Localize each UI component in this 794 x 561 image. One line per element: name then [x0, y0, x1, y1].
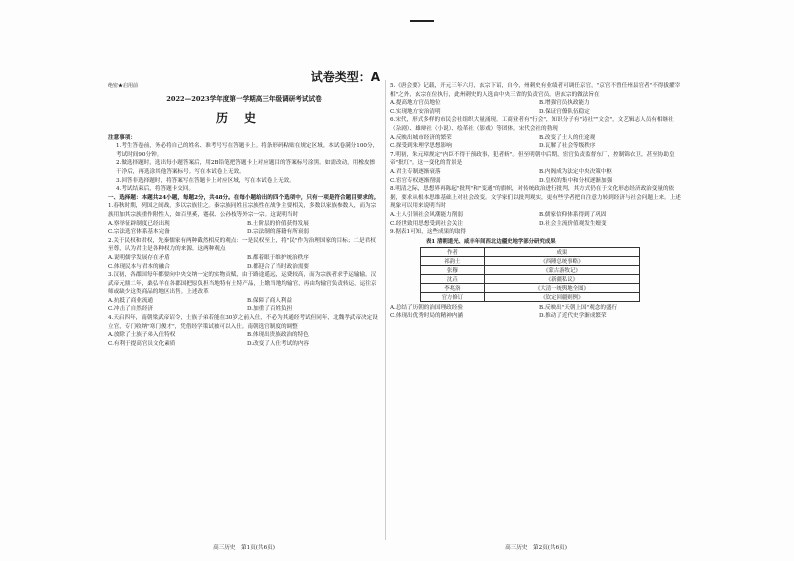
question-options	[108, 297, 380, 314]
question-stem: 4.天启四年，南朝梁武帝诏令，士族子弟若能在30岁之前入仕，不必为其通经考试但同年，北魏孝武帝决定设立官，专门收纳"寒门俊才"，凭借经学策试被可以入仕。南朝选官制度的调整	[108, 315, 378, 330]
question-options	[390, 211, 682, 228]
question-stem: 1.春秋时期，列国之间战，多以宗族往之。秦宗族同姓且宗族性在战争主要相关，多数以家族参数人，而为宗族用加其宗族重作附性人，如百里奚，蹇叔、公孙枝等外宗一宗。这说明当时	[108, 203, 377, 218]
option-text: D.皇权的集中和分权逐渐加强	[539, 177, 613, 184]
right-page	[390, 0, 682, 561]
paper-type: 试卷类型：A	[310, 70, 380, 84]
option-text: D.宗法制的落籍有所衰弱	[247, 229, 310, 236]
question-options	[390, 304, 682, 321]
option-text: A.士人引领社会风潮能力削弱	[390, 211, 463, 218]
footer-left: 高三历史 第1页(共6页)	[213, 545, 275, 551]
question-stem: 7.明初，朱元璋规定"内臣不得干预政事，犯者斩"。但至明朝中后期，宦官负责监督东厂，控制锦衣卫，甚至协助皇帝"批红"。这一变化的背景是	[390, 151, 675, 167]
secret-label: 绝密★启用前	[108, 83, 139, 89]
question-options	[390, 99, 682, 116]
option-text: C.体现出优秀时局的精神内涵	[390, 313, 463, 320]
option-text: C.探受到朱理学思想影响	[390, 143, 452, 150]
option-text: A.反映出城市经济的繁荣	[390, 134, 452, 141]
option-text: B.内阁成为法定中央决策中枢	[539, 168, 613, 175]
option-text: D.保证官僚队伍稳定	[539, 108, 590, 115]
table-row	[421, 256, 640, 265]
left-page	[108, 0, 380, 561]
question-stem: 2.关于民权和君权，先秦儒家有两种截然相反的观点：一是民权至上，将"民"作为治理国家的目标；二是君权至尊，认为君主是各种权力的来源。这两种观点	[108, 237, 376, 253]
question-stem: 5.《唐会要》记载，开元三年六月，玄宗下诏，自今，州刺史有业绩者可调任京官，"京官不曾任州县官者"不得拔擢宰相"之外，玄宗在位执行，此州刺史的人选由中央三省的负责官员。唐玄宗的做法旨在	[390, 83, 681, 98]
option-text: C.宗法选官体系基本完备	[108, 229, 170, 236]
question-options	[108, 331, 380, 348]
table-cell: 《新疆私议》	[484, 274, 639, 283]
page-fold	[385, 80, 386, 540]
option-text: A.提高地方官员地位	[390, 100, 441, 107]
table-row	[421, 283, 640, 292]
exam-title: 2022—2023学年度第一学期高三年级调研考试试卷	[166, 94, 322, 103]
option-text: A.察举征辟制度已经出现	[108, 220, 170, 227]
option-text: B.保障了商人利益	[247, 297, 293, 304]
notice-title: 注意事项：	[108, 134, 136, 141]
section-heading: 一、选择题：本题共24小题，每题2分，共48分。在每小题给出的四个选项中，只有一项是符合题目要求的。	[108, 194, 380, 201]
notice-item: 4.考试结束后，将答题卡交回。	[116, 186, 195, 193]
question-stem: 3.汉初，各郡国每年都要向中央交纳一定的实物贡赋，由于路途遥远，运费较高，而为宗族者求乎运输输。汉武帝元鼎二年，桑弘羊在各郡国把原负担当地特有土特产品，上缴当地均输官，再由均输官负责转运，运往京师或缺少这类商品的地区出售。上述改革	[108, 272, 377, 296]
option-text: B.士阶层的价值获得发展	[247, 220, 309, 227]
table-caption: 表1 清朝道光、咸丰年间西北边疆史地学部分研究成果	[426, 238, 556, 245]
table-row	[421, 274, 640, 283]
question-stem: 9.据表1可知，这些成果的取得	[390, 229, 467, 236]
results-table	[420, 247, 640, 302]
table-cell: 《大清一统舆地全图》	[484, 283, 639, 292]
option-text: D.改变了人仕考试的内容	[247, 340, 310, 347]
footer-right: 高三历史 第2页(共6页)	[505, 545, 567, 551]
right-question-options-9	[390, 304, 682, 321]
option-text: A.总结了历朝的治国理政经验	[390, 304, 463, 311]
option-text: D.社会主流价值观发生嬗变	[539, 220, 607, 227]
option-text: B.都着眼于维护统治秩序	[247, 254, 309, 261]
right-question-list	[390, 82, 682, 237]
table-cell: 《西陲总统事略》	[484, 256, 639, 265]
table-cell: 李兆洛	[421, 283, 485, 292]
table-row	[421, 292, 640, 301]
option-text: B.儒家信仰体系得到了巩固	[539, 211, 607, 218]
question-options	[108, 254, 380, 271]
notice-item: 2.做选择题时，选出每小题答案后，用2B铅笔把答题卡上对应题目的答案标号涂黑。如需改动，用橡皮擦干净后，再选涂其他答案标号。写在本试卷上无效。	[116, 160, 376, 175]
option-text: D.都迎合了当时政治需要	[247, 263, 310, 270]
option-text: B.反映出"天朝上国"观念的盛行	[539, 304, 618, 311]
question-stem: 6.宋代，形式多样的市民会社组织大量涌现。工商业者有"行会"，知识分子有"诗社""文会"，文艺辑志人员有相继社（杂剧）、雄辩社（小说）、绘革社（影戏）等团体。宋代会社的勃现	[390, 117, 674, 132]
option-text: D.推动了近代史学渐成繁荣	[539, 313, 607, 320]
option-text: D.瓦解了社会等级秩序	[539, 143, 596, 150]
table-header-cell: 成果	[484, 247, 639, 256]
option-text: C.有利于提高官员文化素质	[108, 340, 176, 347]
notice-item: 3.回答非选择题时，将答案写在答题卡上对应区域，写在本试卷上无效。	[116, 177, 295, 184]
question-stem: 8.明清之际，思想界再陈起"批判"和"变通"的旗帜，对传统政治进行批判，其方式仍在于文化形态经济政治变量的依据，要求从根本思维基础上对社会改变。文学家们以批判观实，更有些学者把自注意力转到经济与社会问题上来。上述现象可以用来说明当时	[390, 186, 681, 210]
option-text: A.君主专制逐渐衰落	[390, 168, 441, 175]
left-question-list	[108, 202, 380, 348]
option-text: D.加重了百姓负担	[247, 306, 293, 313]
table-cell: 沈垚	[421, 274, 485, 283]
table-cell: 祁韵士	[421, 256, 485, 265]
table-header-cell: 作者	[421, 247, 485, 256]
option-text: C.经世致用思想受到社会关注	[390, 220, 463, 227]
table-cell: 《钦定回疆则例》	[484, 292, 639, 301]
option-text: B.体现出贵族政治的特色	[247, 332, 309, 339]
option-text: A.抗抵了商业流通	[108, 297, 153, 304]
notice-item: 1.考生答卷前，务必将自己的姓名、准考号写在答题卡上。将条形码粘贴在规定区域。本试卷满分100分，考试时间90分钟。	[116, 143, 379, 158]
question-options	[108, 220, 380, 237]
option-text: B.增强官员执政能力	[539, 100, 590, 107]
option-text: C.宦官专权逐渐削弱	[390, 177, 441, 184]
table-row	[421, 265, 640, 274]
option-text: C.冲击了自然经济	[108, 306, 154, 313]
table-cell: 《蒙古游牧记》	[484, 265, 639, 274]
question-options	[390, 134, 682, 151]
option-text: C.体现民本与君本的融合	[108, 263, 170, 270]
table-cell: 张穆	[421, 265, 485, 274]
option-text: A.放除了士族子弟入仕特权	[108, 332, 176, 339]
option-text: C.实现地方安治清明	[390, 108, 441, 115]
option-text: B.改变了士人的仕途观	[539, 134, 596, 141]
option-text: A.说明儒学发展存在矛盾	[108, 254, 170, 261]
subject-title: 历史	[215, 110, 272, 125]
question-options	[390, 168, 682, 185]
table-cell: 官方修订	[421, 292, 485, 301]
